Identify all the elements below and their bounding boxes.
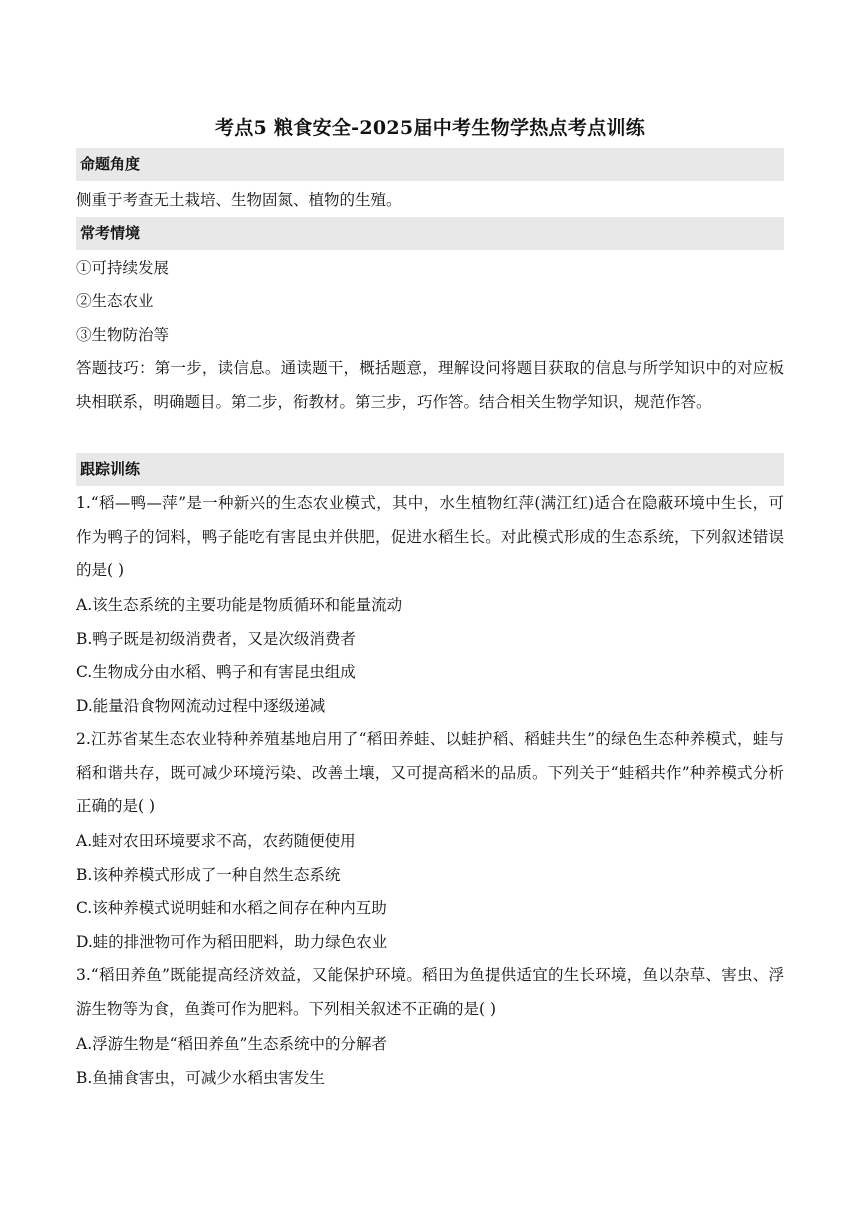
answer-tip: 答题技巧：第一步，读信息。通读题干，概括题意，理解设问将题目获取的信息与所学知识中的对应板块相联系，明确题目。第二步，衔教材。第三步，巧作答。结合相关生物学知识，规范作答。 bbox=[76, 359, 784, 411]
context-item: ③生物防治等 bbox=[76, 326, 170, 344]
angle-text: 侧重于考查无土栽培、生物固氮、植物的生殖。 bbox=[76, 191, 402, 209]
section-heading-training: 跟踪训练 bbox=[76, 453, 784, 486]
option-item: A.该生态系统的主要功能是物质循环和能量流动 bbox=[76, 596, 403, 614]
question-stem: 3.“稻田养鱼”既能提高经济效益，又能保护环境。稻田为鱼提供适宜的生长环境，鱼以杂草、害虫、浮游生物等为食，鱼粪可作为肥料。下列相关叙述不正确的是( ) bbox=[76, 966, 784, 1018]
option-item: C.该种养模式说明蛙和水稻之间存在种内互助 bbox=[76, 899, 387, 917]
question-stem: 2.江苏省某生态农业特种养殖基地启用了“稻田养蛙、以蛙护稻、稻蛙共生”的绿色生态种养模式，蛙与稻和谐共存，既可减少环境污染、改善土壤，又可提高稻米的品质。下列关于“蛙稻共作”种养模式分析正确的是( ) bbox=[76, 730, 784, 815]
option-item: A.蛙对农田环境要求不高，农药随便使用 bbox=[76, 832, 356, 850]
page-title: 考点5 粮食安全-2025届中考生物学热点考点训练 bbox=[214, 117, 646, 139]
option-item: B.鸭子既是初级消费者，又是次级消费者 bbox=[76, 630, 356, 648]
section-heading-context: 常考情境 bbox=[76, 217, 784, 250]
question-stem: 1.“稻—鸭—萍”是一种新兴的生态农业模式，其中，水生植物红萍(满江红)适合在隐蔽环境中生长，可作为鸭子的饲料，鸭子能吃有害昆虫并供肥，促进水稻生长。对此模式形成的生态系统，下列叙述错误的是( ) bbox=[76, 494, 784, 579]
option-item: B.该种养模式形成了一种自然生态系统 bbox=[76, 866, 341, 884]
option-item: C.生物成分由水稻、鸭子和有害昆虫组成 bbox=[76, 663, 356, 681]
context-item: ①可持续发展 bbox=[76, 259, 170, 277]
context-item: ②生态农业 bbox=[76, 292, 154, 310]
option-item: B.鱼捕食害虫，可减少水稻虫害发生 bbox=[76, 1069, 325, 1087]
option-item: A.浮游生物是“稻田养鱼”生态系统中的分解者 bbox=[76, 1035, 387, 1053]
option-item: D.蛙的排泄物可作为稻田肥料，助力绿色农业 bbox=[76, 933, 388, 951]
section-heading-angle: 命题角度 bbox=[76, 148, 784, 181]
option-item: D.能量沿食物网流动过程中逐级递减 bbox=[76, 697, 326, 715]
